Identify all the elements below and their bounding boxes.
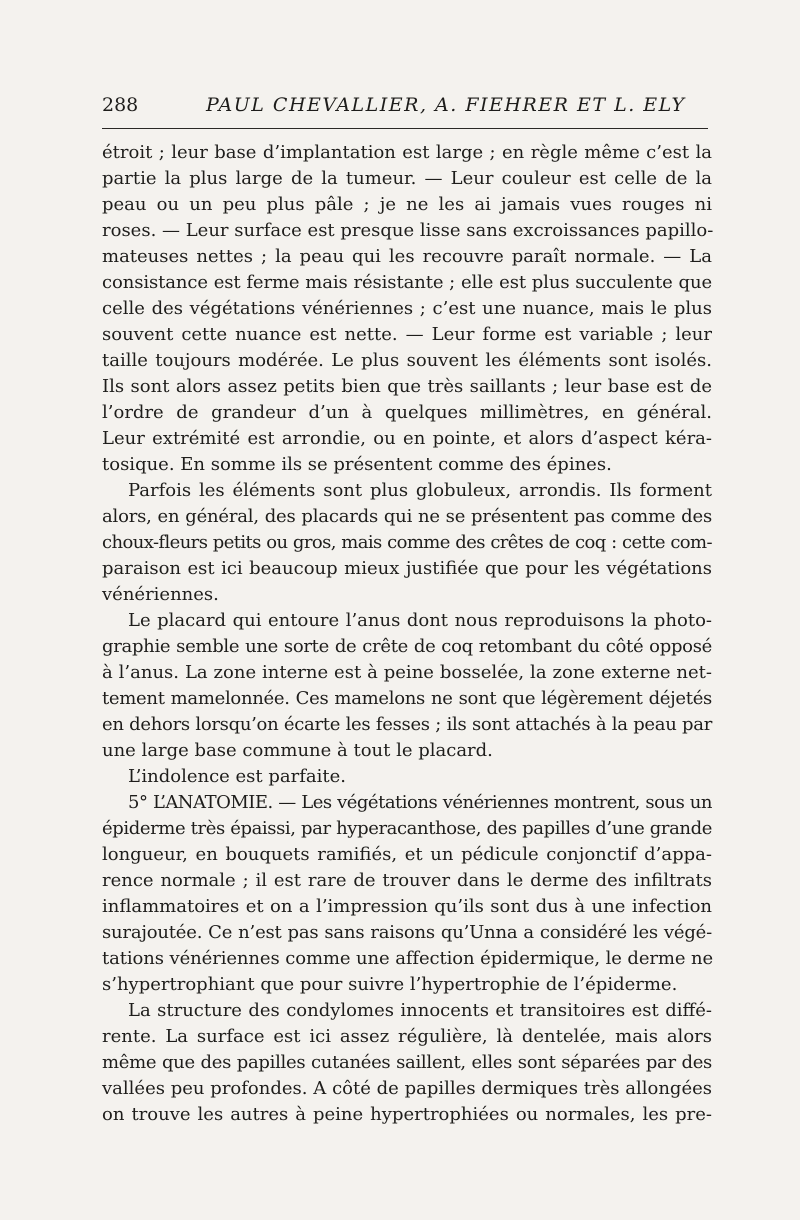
text-line: celle des végétations vénériennes ; c’est une nuance, mais le plus (102, 298, 712, 319)
text-line: à l’anus. La zone interne est à peine bosselée, la zone externe net- (102, 662, 712, 683)
text-line: L’indolence est parfaite. (128, 766, 346, 787)
text-line: longueur, en bouquets ramifiés, et un pédicule conjonctif d’appa- (102, 844, 712, 865)
text-line: tement mamelonnée. Ces mamelons ne sont que légèrement déjetés (102, 688, 712, 709)
text-line: Le placard qui entoure l’anus dont nous reproduisons la photo- (128, 610, 712, 631)
text-line: épiderme très épaissi, par hyperacanthose, des papilles d’une grande (102, 818, 712, 839)
text-line: consistance est ferme mais résistante ; elle est plus succulente que (102, 272, 712, 293)
text-line: on trouve les autres à peine hypertrophiées ou normales, les pre- (102, 1104, 712, 1125)
text-line: paraison est ici beaucoup mieux justifiée que pour les végétations (102, 558, 712, 579)
text-line: choux-fleurs petits ou gros, mais comme des crêtes de coq : cette com- (102, 532, 712, 553)
text-line: inflammatoires et on a l’impression qu’ils sont dus à une infection (102, 896, 712, 917)
text-line: s’hypertrophiant que pour suivre l’hypertrophie de l’épiderme. (102, 974, 678, 995)
text-line: roses. — Leur surface est presque lisse sans excroissances papillo- (102, 220, 714, 241)
text-line: vénériennes. (102, 584, 219, 605)
running-title: PAUL CHEVALLIER, A. FIEHRER ET L. ELY (206, 94, 686, 116)
text-line: surajoutée. Ce n’est pas sans raisons qu’Unna a considéré les végé- (102, 922, 712, 943)
text-line: rente. La surface est ici assez régulière, là dentelée, mais alors (102, 1026, 712, 1047)
text-line: en dehors lorsqu’on écarte les fesses ; ils sont attachés à la peau par (102, 714, 712, 735)
text-line: vallées peu profondes. A côté de papilles dermiques très allongées (102, 1078, 712, 1099)
text-line: l’ordre de grandeur d’un à quelques millimètres, en général. (102, 402, 712, 423)
text-line: souvent cette nuance est nette. — Leur forme est variable ; leur (102, 324, 712, 345)
text-line: partie la plus large de la tumeur. — Leur couleur est celle de la (102, 168, 712, 189)
text-line: une large base commune à tout le placard. (102, 740, 493, 761)
text-line: taille toujours modérée. Le plus souvent les éléments sont isolés. (102, 350, 712, 371)
text-line: rence normale ; il est rare de trouver dans le derme des infiltrats (102, 870, 712, 891)
text-line: peau ou un peu plus pâle ; je ne les ai jamais vues rouges ni (102, 194, 712, 215)
text-line: étroit ; leur base d’implantation est large ; en règle même c’est la (102, 142, 712, 163)
text-line: tations vénériennes comme une affection épidermique, le derme ne (102, 948, 714, 969)
text-line: graphie semble une sorte de crête de coq retombant du côté opposé (102, 636, 712, 657)
text-line: même que des papilles cutanées saillent, elles sont séparées par des (102, 1052, 712, 1073)
text-line: Leur extrémité est arrondie, ou en pointe, et alors d’aspect kéra- (102, 428, 712, 449)
section-heading-line: 5° L’ANATOMIE. — Les végétations vénériennes montrent, sous un (128, 792, 712, 813)
text-line: mateuses nettes ; la peau qui les recouvre paraît normale. — La (102, 246, 712, 267)
text-line: La structure des condylomes innocents et transitoires est diffé- (128, 1000, 712, 1021)
text-line: alors, en général, des placards qui ne se présentent pas comme des (102, 506, 712, 527)
text-line: Parfois les éléments sont plus globuleux, arrondis. Ils forment (128, 480, 712, 501)
page-number: 288 (102, 94, 139, 116)
text-line: Ils sont alors assez petits bien que très saillants ; leur base est de (102, 376, 712, 397)
running-head (102, 94, 712, 124)
text-line: tosique. En somme ils se présentent comme des épines. (102, 454, 612, 475)
header-rule (102, 128, 708, 129)
